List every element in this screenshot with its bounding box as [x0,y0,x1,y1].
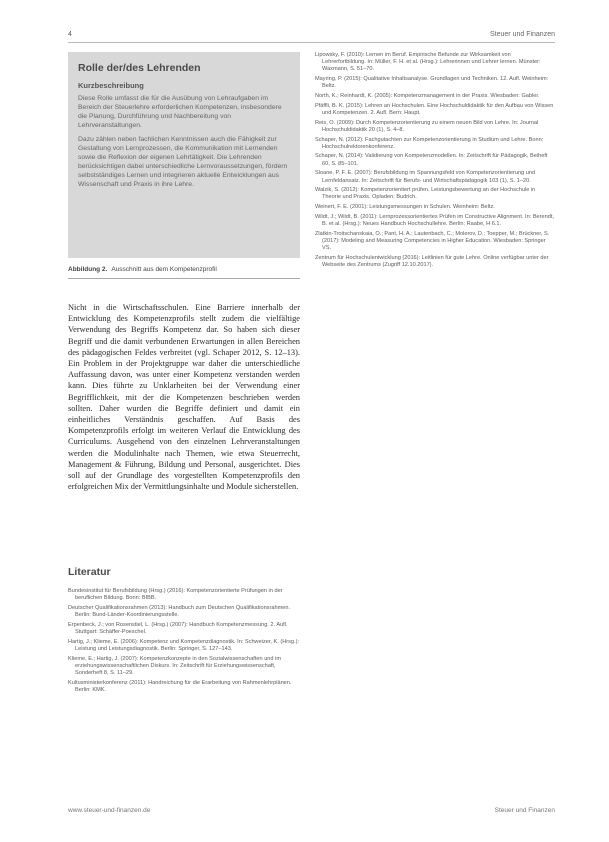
reference-entry: Mayring, P. (2015): Qualitative Inhaltsanalyse. Grundlagen und Techniken. 12. Aufl. Weinheim: Beltz. [315,76,549,90]
literature-list-right [315,52,555,272]
reference-entry: Kultusministerkonferenz (2011): Handreichung für die Erarbeitung von Rahmenlehrplänen. Berlin: KMK. [68,679,292,693]
reference-entry: Klieme, E.; Hartig, J. (2007): Kompetenzkonzepte in den Sozialwissenschaften und im erziehungswissenschaftlichen Diskurs. In: Zeitschrift für Erziehungswissenschaft, Sonderheft 8, S. 11–29. [68,655,281,677]
reference-entry: Walzik, S. (2012): Kompetenzorientiert prüfen. Leistungsbewertung an der Hochschule in Theorie und Praxis. Opladen: Budrich. [315,187,536,201]
reference-entry: Pfäffli, B. K. (2015): Lehren an Hochschulen. Eine Hochschuldidaktik für den Aufbau von Wissen und Kompetenzen. 2. Aufl. Bern: Haupt. [315,102,554,116]
footer-url[interactable]: www.steuer-und-finanzen.de [68,807,151,814]
reference-entry: Sloane, P. F. E. (2007): Berufsbildung im Spannungsfeld von Kompetenzorientierung und Lernfeldansatz. In: Zeitschrift für Berufs- und Wirtschaftspädagogik 103 (1), S. 1–20. [315,170,536,184]
reference-entry: Lipowsky, F. (2010): Lernen im Beruf. Empirische Befunde zur Wirksamkeit von Lehrerfortbildung. In: Müller, F. H. et al. (Hrsg.): Lehrerinnen und Lehrer lernen. Münster: Waxmann, S. 51–70. [315,52,541,73]
box-title: Rolle der/des Lehrenden [78,62,201,74]
page-number: 4 [68,31,72,38]
caption-label: Abbildung 2. [68,266,108,273]
figure-caption [68,266,300,273]
reference-entry: Deutscher Qualifikationsrahmen (2013): Handbuch zum Deutschen Qualifikationsrahmen. Berlin: Bund-Länder-Koordinierungsstelle. [68,604,290,619]
header-rule [68,42,555,43]
reference-entry: Wildt, J.; Wildt, B. (2011): Lernprozessorientiertes Prüfen im Constructive Alignment. In: Berendt, B. et al. (Hrsg.): Neues Handbuch Hochschullehre. Berlin: Raabe, H 6.1. [315,213,554,228]
box-text [78,94,290,189]
literature-heading: Literatur [68,566,111,578]
reference-entry: North, K.; Reinhardt, K. (2005): Kompetenzmanagement in der Praxis. Wiesbaden: Gabler. [315,93,540,100]
footer-title: Steuer und Finanzen [494,807,555,814]
box-paragraph: Diese Rolle umfasst die für die Ausübung von Lehraufgaben im Bereich der Steuerlehre erforderlichen Kompetenzen, insbesondere die Planung, Durchführung und Nachbereitung von Lehrveranstaltungen. [78,95,282,129]
info-box [68,52,300,258]
reference-entry: Schaper, N. (2012): Fachgutachten zur Kompetenzorientierung in Studium und Lehre. Bonn: Hochschulrektorenkonferenz. [315,136,544,150]
reference-entry: Hartig, J.; Klieme, E. (2006): Kompetenz und Kompetenzdiagnostik. In: Schweizer, K. (Hrsg.): Leistung und Leistungsdiagnostik. Berlin: Springer, S. 127–143. [68,638,300,652]
reference-entry: Erpenbeck, J.; von Rosenstiel, L. (Hrsg.) (2007): Handbuch Kompetenzmessung. 2. Aufl. Stuttgart: Schäffer-Poeschel. [68,621,288,636]
reference-entry: Reis, O. (2009): Durch Kompetenzorientierung zu einem neuen Bild von Lehre. In: Journal Hochschuldidaktik 20 (1), S. 4–8. [315,119,539,133]
reference-entry: Schaper, N. (2014): Validierung von Kompetenzmodellen. In: Zeitschrift für Pädagogik, Beiheft 60, S. 85–101. [315,153,548,167]
reference-entry: Bundesinstitut für Berufsbildung (Hrsg.) (2016): Kompetenzorientierte Prüfungen in der beruflichen Bildung. Bonn: BIBB. [68,588,283,602]
caption-rule [68,278,300,279]
caption-text: Ausschnitt aus dem Kompetenzprofil [111,266,217,273]
box-subtitle: Kurzbeschreibung [78,81,144,90]
box-paragraph: Dazu zählen neben fachlichen Kenntnissen auch die Fähigkeit zur Gestaltung von Lernprozessen, die Kommunikation mit Lernenden sowie die Reflexion der eigenen Lehrtätigkeit. Die Lehrenden berücksichtigen dabei unterschiedliche Lernvoraussetzungen, fördern selbstständiges Lernen und integrieren aktuelle Entwicklungen aus Wissenschaft und Praxis in ihre Lehre. [78,136,288,188]
body-paragraph: Nicht in die Wirtschaftsschulen. Eine Barriere innerhalb der Entwicklung des Kompetenzprofils stellt zudem die vielfältige Verwendung des Begriffs Kompetenz dar. So haben sich dieser Begriff und die damit verbundenen Erwartungen in allen Bereichen des pädagogischen Feldes verbreitet (vgl. Schaper 2012, S. 12–13). Ein Problem in der Projektgruppe war daher die unterschiedliche Auffassung davon, was unter einer Kompetenz verstanden werden kann. Dies führte zu Unklarheiten bei der Verwendung einer Begrifflichkeit, mit der die Kompetenzen beschrieben werden sollten. Daher wurden die Begriffe definiert und damit ein einheitliches Verständnis geschaffen. Auf Basis des Kompetenzprofils erfolgt im weiteren Verlauf die Entwicklung des Curriculums. Ausgehend von den einzelnen Lehrveranstaltungen werden die Modulinhalte nach Themen, wie etwa Steuerrecht, Management & Führung, Bildung und Personal, ausgerichtet. Dies soll auf der Grundlage des vorgestellten Kompetenzprofils den erfolgreichen Mix der Vermittlungsinhalte und Module sicherstellen. [68,303,300,492]
reference-entry: Zentrum für Hochschulentwicklung (2016): Leitlinien für gute Lehre. Online verfügbar unter der Webseite des Zentrums (Zugriff 12.10.2017). [315,254,549,269]
reference-entry: Zlatkin-Troitschanskaia, O.; Pant, H. A.; Lautenbach, C.; Molerov, D.; Toepper, M.; Brückner, S. (2017): Modeling and Measuring Competencies in Higher Education. Wiesbaden: Springer VS. [315,230,550,252]
reference-entry: Weinert, F. E. (2001): Leistungsmessungen in Schulen. Weinheim: Beltz. [315,204,495,211]
running-title: Steuer und Finanzen [490,31,555,38]
literature-list-left [68,588,300,697]
